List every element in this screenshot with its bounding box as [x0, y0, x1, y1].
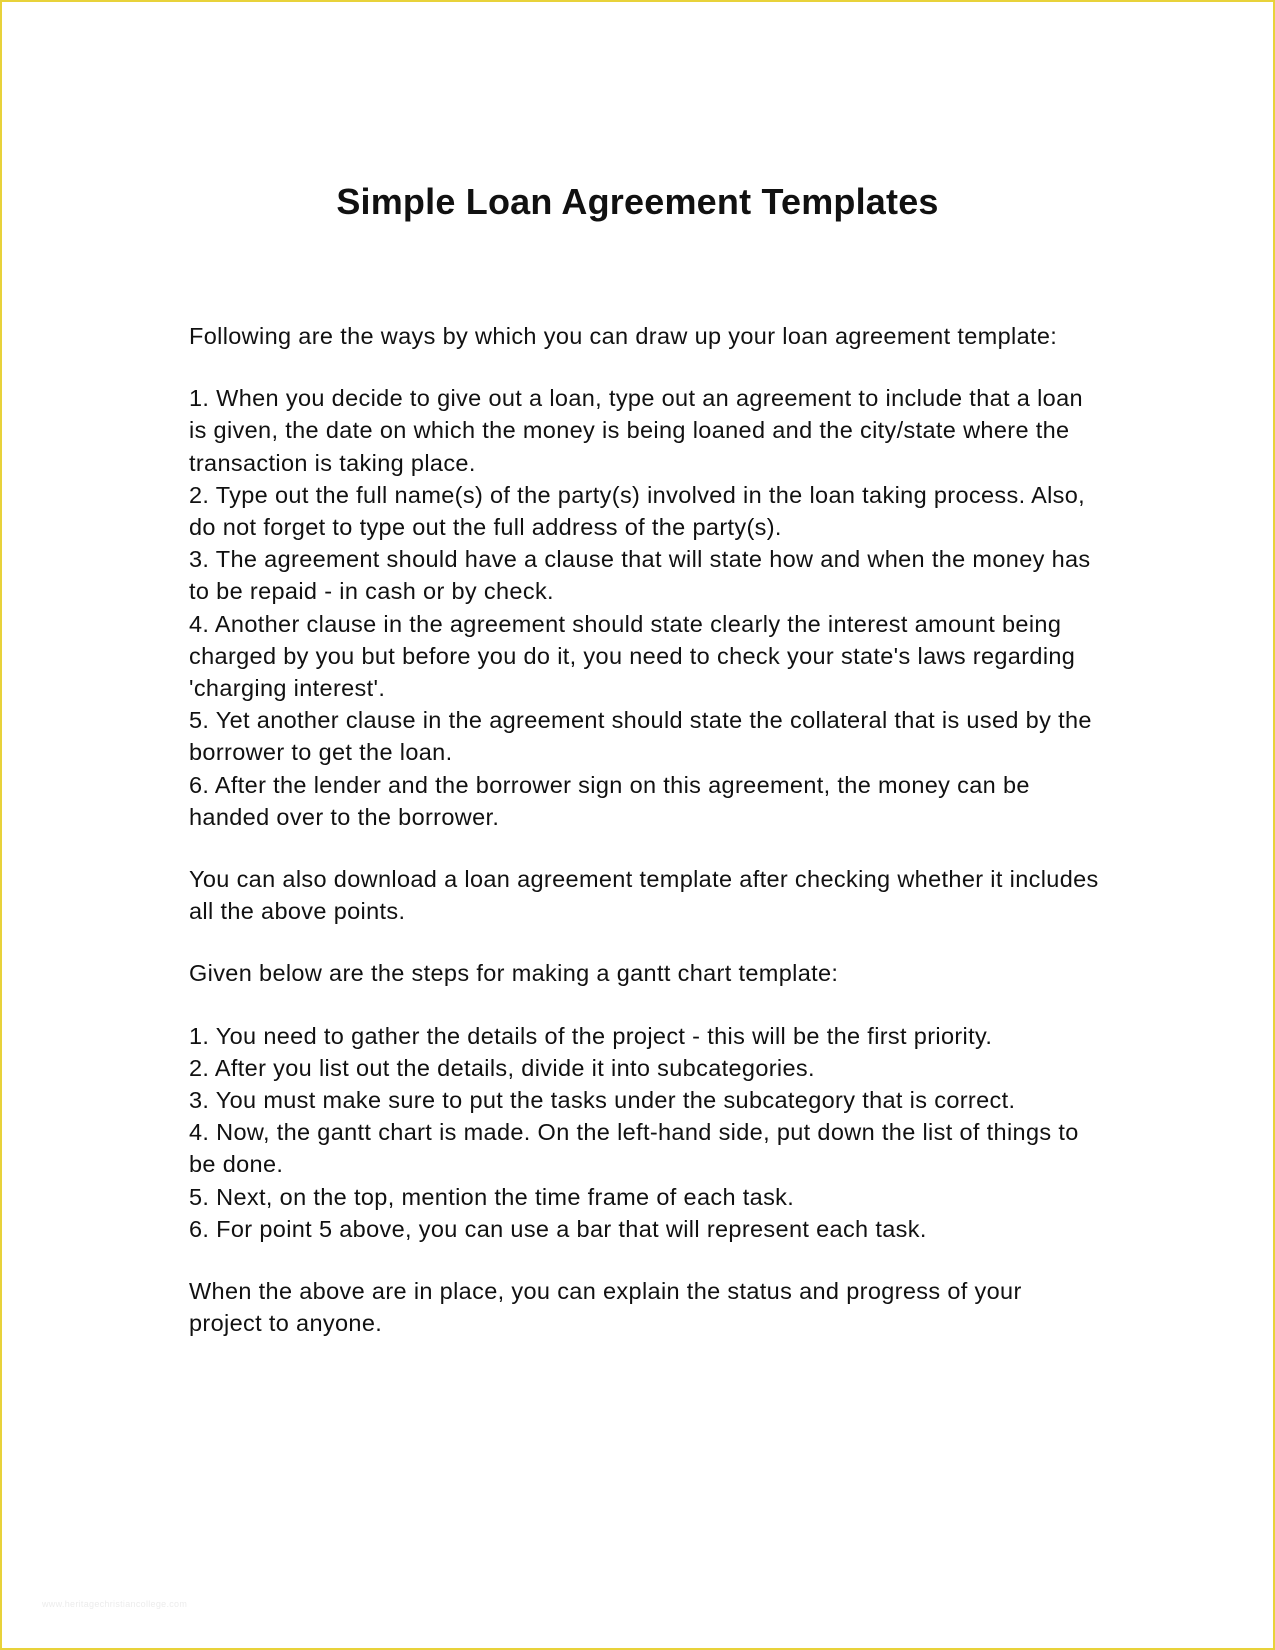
gantt-step-5: 5. Next, on the top, mention the time frame of each task. [189, 1183, 795, 1210]
gantt-step-6: 6. For point 5 above, you can use a bar that will represent each task. [189, 1215, 927, 1242]
loan-step-1: 1. When you decide to give out a loan, type out an agreement to include that a loan is given, the date on which the money is being loaned and the city/state where the transaction is taking place. [189, 385, 1083, 476]
document-title: Simple Loan Agreement Templates [336, 181, 939, 222]
intro-paragraph: Following are the ways by which you can draw up your loan agreement template: [189, 323, 1058, 349]
paragraph-gap [189, 833, 1099, 863]
gantt-step-3: 3. You must make sure to put the tasks under the subcategory that is correct. [189, 1087, 1016, 1114]
gantt-step-2: 2. After you list out the details, divide it into subcategories. [189, 1054, 815, 1081]
loan-steps-list [189, 382, 1099, 833]
gantt-step-1: 1. You need to gather the details of the project - this will be the first priority. [189, 1022, 993, 1049]
document-body [189, 320, 1099, 1339]
paragraph-gap [189, 927, 1099, 957]
loan-step-4: 4. Another clause in the agreement should state clearly the interest amount being charged by you but before you do it, you need to check your state's laws regarding 'charging interest'. [189, 610, 1076, 702]
gantt-steps-list [189, 1020, 1099, 1245]
watermark-text: www.heritagechristiancollege.com [42, 1599, 188, 1609]
loan-step-5: 5. Yet another clause in the agreement should state the collateral that is used by the borrower to get the loan. [189, 707, 1092, 766]
loan-step-2: 2. Type out the full name(s) of the party(s) involved in the loan taking process. Also, do not forget to type out the full address of the party(s). [189, 481, 1086, 541]
paragraph-gap [189, 1245, 1099, 1275]
gantt-step-4: 4. Now, the gantt chart is made. On the left-hand side, put down the list of things to be done. [189, 1119, 1079, 1178]
gantt-intro-paragraph: Given below are the steps for making a gantt chart template: [189, 960, 839, 987]
paragraph-gap [189, 352, 1099, 382]
download-note-paragraph: You can also download a loan agreement template after checking whether it includes all the above points. [189, 866, 1099, 925]
loan-step-3: 3. The agreement should have a clause that will state how and when the money has to be repaid - in cash or by check. [189, 546, 1091, 605]
closing-paragraph: When the above are in place, you can explain the status and progress of your project to anyone. [189, 1278, 1022, 1337]
loan-step-6: 6. After the lender and the borrower sign on this agreement, the money can be handed over to the borrower. [189, 771, 1030, 830]
paragraph-gap [189, 990, 1099, 1020]
